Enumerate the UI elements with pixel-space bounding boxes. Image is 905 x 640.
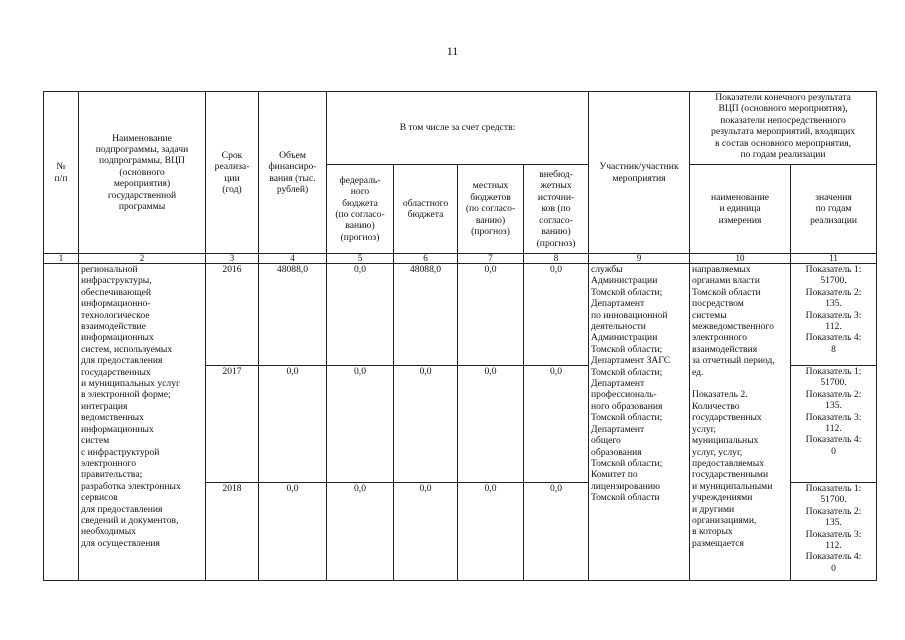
header-row-1: [44, 92, 877, 165]
regional-cell: 0,0: [394, 483, 458, 581]
regional-cell: 0,0: [394, 366, 458, 483]
column-numbers-row: [44, 254, 877, 264]
indicator-values-cell: Показатель 1: 51700. Показатель 2: 135. Показатель 3: 112. Показатель 4: 8: [791, 264, 877, 366]
participant-cell: службы Администрации Томской области; Департамент по инновационной деятельности Администрации Томской области; Департамент ЗАГС Томской области; Департамент профессиональ- ного образования Томской области; Департамент общего образования Томской области; Комитет по лицензированию Томской области: [589, 264, 690, 581]
regional-cell: 48088,0: [394, 264, 458, 366]
col-number: 3: [206, 254, 259, 264]
extra-cell: 0,0: [524, 483, 589, 581]
header-indicators-group: Показатели конечного результата ВЦП (основного мероприятия), показатели непосредственного результата мероприятий, входящих в состав основного мероприятия, по годам реализации: [690, 92, 877, 165]
col-number: 7: [458, 254, 524, 264]
col-number: 6: [394, 254, 458, 264]
col-number: 4: [259, 254, 327, 264]
col-number: 2: [79, 254, 206, 264]
extra-cell: 0,0: [524, 366, 589, 483]
header-num: № п/п: [44, 92, 79, 254]
volume-cell: 0,0: [259, 366, 327, 483]
header-volume: Объем финансиро- вания (тыс. рублей): [259, 92, 327, 254]
local-cell: 0,0: [458, 264, 524, 366]
year-cell: 2017: [206, 366, 259, 483]
header-ind-name: наименование и единица измерения: [690, 165, 791, 254]
col-number: 5: [327, 254, 394, 264]
table-row: [44, 264, 877, 366]
col-number: 1: [44, 254, 79, 264]
col-number: 11: [791, 254, 877, 264]
local-cell: 0,0: [458, 483, 524, 581]
local-cell: 0,0: [458, 366, 524, 483]
header-extra: внебюд- жетных источни- ков (по согласо- ванию) (прогноз): [524, 165, 589, 254]
header-regional: областного бюджета: [394, 165, 458, 254]
col-number: 9: [589, 254, 690, 264]
indicator-values-cell: Показатель 1: 51700. Показатель 2: 135. Показатель 3: 112. Показатель 4: 0: [791, 483, 877, 581]
header-name: Наименование подпрограммы, задачи подпрограммы, ВЦП (основного мероприятия) государственной программы: [79, 92, 206, 254]
year-cell: 2018: [206, 483, 259, 581]
row-num-cell: [44, 264, 79, 581]
federal-cell: 0,0: [327, 366, 394, 483]
extra-cell: 0,0: [524, 264, 589, 366]
year-cell: 2016: [206, 264, 259, 366]
header-participant: Участник/участник мероприятия: [589, 92, 690, 254]
header-federal: федераль- ного бюджета (по согласо- ванию) (прогноз): [327, 165, 394, 254]
volume-cell: 0,0: [259, 483, 327, 581]
col-number: 10: [690, 254, 791, 264]
header-term: Срок реализа- ции (год): [206, 92, 259, 254]
header-ind-values: значения по годам реализации: [791, 165, 877, 254]
program-name-cell: региональной инфраструктуры, обеспечивающей информационно- технологическое взаимодействие информационных систем, используемых для предоставления государственных и муниципальных услуг в электронной форме; интеграция ведомственных информационных систем с инфраструктурой электронного правительства; разработка электронных сервисов для предоставления сведений и документов, необходимых для осуществления: [79, 264, 206, 581]
volume-cell: 48088,0: [259, 264, 327, 366]
federal-cell: 0,0: [327, 264, 394, 366]
program-table: [43, 91, 877, 581]
federal-cell: 0,0: [327, 483, 394, 581]
col-number: 8: [524, 254, 589, 264]
header-sources-group: В том числе за счет средств:: [327, 92, 589, 165]
indicator-values-cell: Показатель 1: 51700. Показатель 2: 135. Показатель 3: 112. Показатель 4: 0: [791, 366, 877, 483]
page-number: 11: [446, 44, 459, 58]
header-local: местных бюджетов (по согласо- ванию) (прогноз): [458, 165, 524, 254]
indicator-name-cell: направляемых органами власти Томской области посредством системы межведомственного электронного взаимодействия за отчетный период, ед. Показатель 2. Количество государственных услуг, муниципальных услуг, услуг, предоставляемых государственными и муниципальными учреждениями и другими организациями, в которых размещается: [690, 264, 791, 581]
